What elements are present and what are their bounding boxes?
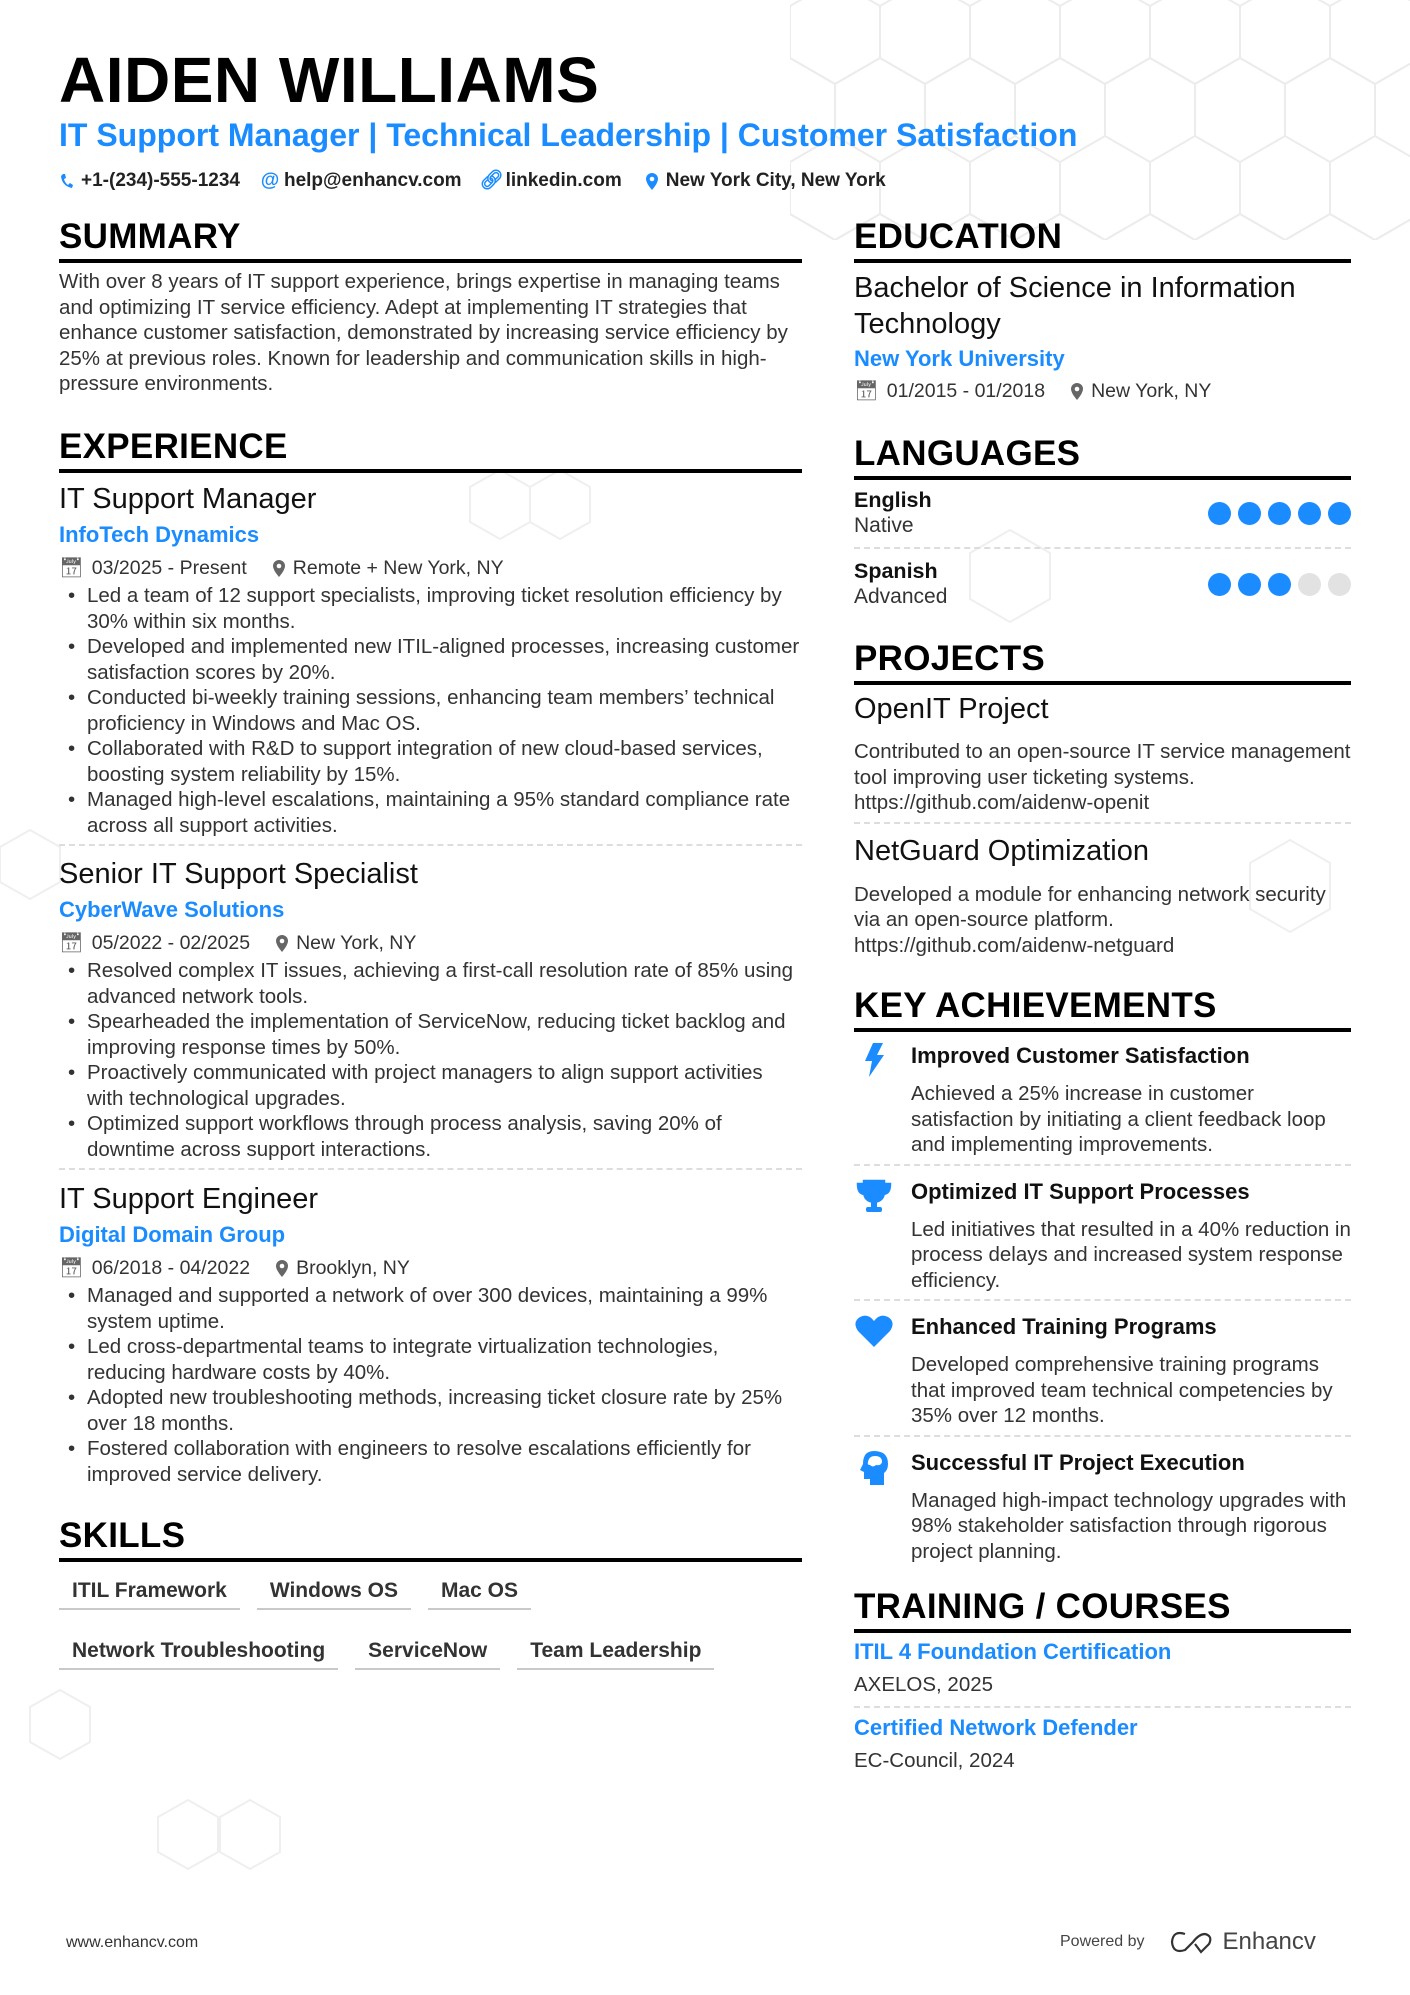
job-title: Senior IT Support Specialist <box>59 858 418 890</box>
section-heading: SKILLS <box>59 1516 802 1562</box>
language-item <box>854 549 1351 610</box>
project-description: Developed a module for enhancing network security via an open-source platform. https://github.com/aidenw-netguard <box>854 882 1326 957</box>
language-item <box>854 480 1351 549</box>
job-bullet: • Collaborated with R&D to support integration of new cloud-based services, boosting system reliability by 15%. <box>59 736 802 787</box>
company-name: Digital Domain Group <box>59 1222 286 1247</box>
section-heading: PROJECTS <box>854 639 1351 685</box>
rating-dot-filled <box>1208 573 1231 596</box>
phone-text: +1-(234)-555-1234 <box>81 170 240 191</box>
location-pin-icon <box>1071 383 1083 400</box>
job-dates: 06/2018 - 04/2022 <box>91 1257 251 1279</box>
language-rating <box>1208 502 1351 525</box>
achievement-title: Optimized IT Support Processes <box>911 1178 1250 1204</box>
calendar-icon: 📅︎ <box>854 380 879 402</box>
candidate-name: AIDEN WILLIAMS <box>59 44 600 116</box>
location-pin-icon <box>273 560 285 577</box>
job-dates: 03/2025 - Present <box>91 557 247 579</box>
job-location: Brooklyn, NY <box>296 1257 410 1279</box>
achievement-item <box>854 1032 1351 1166</box>
degree: Bachelor of Science in Information Technology <box>854 272 1296 340</box>
skill-tag: Team Leadership <box>517 1634 714 1670</box>
job-bullets <box>59 958 802 1170</box>
achievement-item <box>854 1437 1351 1571</box>
rating-dot-empty <box>1298 573 1321 596</box>
achievement-item <box>854 1166 1351 1302</box>
achievement-title: Improved Customer Satisfaction <box>911 1043 1250 1068</box>
course-provider: AXELOS, 2025 <box>854 1673 994 1696</box>
summary-section <box>59 217 802 397</box>
rating-dot-filled <box>1298 502 1321 525</box>
contact-linkedin[interactable] <box>479 168 622 194</box>
footer-powered <box>1060 1928 1316 1956</box>
education-location: New York, NY <box>1091 380 1212 402</box>
skill-tag: Network Troubleshooting <box>59 1634 338 1670</box>
heart-icon <box>854 1312 894 1429</box>
languages-section <box>854 434 1351 610</box>
skills-section <box>59 1516 802 1670</box>
trophy-icon <box>854 1177 894 1294</box>
skill-tag: Mac OS <box>428 1574 531 1610</box>
skills-row <box>59 1574 802 1610</box>
achievement-description: Led initiatives that resulted in a 40% reduction in process delays and increased system response efficiency. <box>911 1217 1351 1292</box>
phone-icon <box>59 172 75 190</box>
job-bullet: • Developed and implemented new ITIL-aligned processes, increasing customer satisfaction scores by 20%. <box>59 634 802 685</box>
enhancv-logo-icon <box>1169 1930 1215 1954</box>
location-pin-icon <box>276 935 288 952</box>
project-title: NetGuard Optimization <box>854 834 1149 867</box>
job-title: IT Support Engineer <box>59 1183 319 1215</box>
skill-tag: Windows OS <box>257 1574 411 1610</box>
achievement-description: Managed high-impact technology upgrades with 98% stakeholder satisfaction through rigorous project planning. <box>911 1488 1347 1563</box>
link-icon: 🔗︎ <box>479 170 504 191</box>
training-item <box>854 1633 1351 1708</box>
contact-email[interactable] <box>262 168 462 194</box>
achievement-title: Enhanced Training Programs <box>911 1314 1217 1339</box>
job-meta <box>59 928 802 958</box>
job-bullet: • Led a team of 12 support specialists, improving ticket resolution efficiency by 30% within six months. <box>59 583 802 634</box>
rating-dot-filled <box>1208 502 1231 525</box>
lightning-icon <box>854 1041 894 1158</box>
job-bullet: • Managed high-level escalations, maintaining a 95% standard compliance rate across all support activities. <box>59 787 802 838</box>
achievement-description: Achieved a 25% increase in customer satisfaction by initiating a client feedback loop and implementing improvements. <box>911 1082 1326 1156</box>
education-meta <box>854 376 1351 406</box>
job-bullet: • Resolved complex IT issues, achieving a first-call resolution rate of 85% using advanced network tools. <box>59 958 802 1009</box>
achievement-description: Developed comprehensive training programs that improved team technical competencies by 35% over 12 months. <box>911 1353 1333 1427</box>
contact-phone[interactable] <box>59 168 240 194</box>
rating-dot-empty <box>1328 573 1351 596</box>
language-level: Native <box>854 514 914 537</box>
brand-name: Enhancv <box>1222 1928 1316 1955</box>
project-item <box>854 685 1351 824</box>
candidate-headline: IT Support Manager | Technical Leadership | Customer Satisfaction <box>59 117 1078 153</box>
project-description: Contributed to an open-source IT service management tool improving user ticketing systems. https://github.com/aidenw-openit <box>854 740 1351 814</box>
job-meta <box>59 553 802 583</box>
job-location: Remote + New York, NY <box>292 557 504 579</box>
contact-location <box>644 168 886 194</box>
projects-section <box>854 639 1351 958</box>
job-entry <box>59 481 802 846</box>
school: New York University <box>854 346 1065 371</box>
language-name: Spanish <box>854 559 938 583</box>
language-rating <box>1208 573 1351 596</box>
project-title: OpenIT Project <box>854 693 1049 725</box>
section-heading: TRAINING / COURSES <box>854 1587 1351 1633</box>
education-section <box>854 217 1351 406</box>
enhancv-logo <box>1169 1928 1316 1956</box>
company-name: InfoTech Dynamics <box>59 522 260 547</box>
job-entry <box>59 856 802 1170</box>
location-pin-icon <box>644 172 660 190</box>
rating-dot-filled <box>1268 502 1291 525</box>
job-bullet: • Adopted new troubleshooting methods, increasing ticket closure rate by 25% over 18 months. <box>59 1385 802 1436</box>
job-bullets <box>59 583 802 846</box>
section-heading: EXPERIENCE <box>59 427 802 473</box>
location-pin-icon <box>276 1260 288 1277</box>
section-heading: LANGUAGES <box>854 434 1351 480</box>
language-name: English <box>854 488 932 512</box>
summary-text: With over 8 years of IT support experience, brings expertise in managing teams and optimizing IT service efficiency. Adept at implementing IT strategies that enhance customer satisfaction, demonstrated by increasing service efficiency by 25% at previous roles. Known for leadership and communication skills in high-pressure environments. <box>59 270 788 395</box>
training-item <box>854 1708 1351 1776</box>
rating-dot-filled <box>1328 502 1351 525</box>
job-title: IT Support Manager <box>59 483 317 515</box>
job-dates: 05/2022 - 02/2025 <box>91 932 251 954</box>
skill-tag: ServiceNow <box>355 1634 500 1670</box>
calendar-icon: 📅︎ <box>59 557 84 579</box>
course-title: Certified Network Defender <box>854 1715 1138 1740</box>
training-section <box>854 1587 1351 1776</box>
job-bullet: • Led cross-departmental teams to integrate virtualization technologies, reducing hardware costs by 40%. <box>59 1334 802 1385</box>
skills-row <box>59 1634 802 1670</box>
job-bullet: • Conducted bi-weekly training sessions, enhancing team members’ technical proficiency in Windows and Mac OS. <box>59 685 802 736</box>
job-bullet: • Optimized support workflows through process analysis, saving 20% of downtime across support interactions. <box>59 1111 802 1162</box>
calendar-icon: 📅︎ <box>59 1257 84 1279</box>
achievement-title: Successful IT Project Execution <box>911 1449 1245 1475</box>
course-provider: EC-Council, 2024 <box>854 1749 1015 1772</box>
calendar-icon: 📅︎ <box>59 932 84 954</box>
experience-heading-block <box>59 427 802 473</box>
rating-dot-filled <box>1268 573 1291 596</box>
email-text: help@enhancv.com <box>283 170 462 191</box>
job-bullets <box>59 1283 802 1487</box>
achievement-item <box>854 1301 1351 1437</box>
company-name: CyberWave Solutions <box>59 897 285 922</box>
location-text: New York City, New York <box>665 170 886 191</box>
job-entry <box>59 1181 802 1487</box>
course-title: ITIL 4 Foundation Certification <box>854 1639 1172 1664</box>
job-bullet: • Spearheaded the implementation of ServiceNow, reducing ticket backlog and improving response times by 50%. <box>59 1009 802 1060</box>
job-meta <box>59 1253 802 1283</box>
education-dates: 01/2015 - 01/2018 <box>886 380 1046 402</box>
section-heading: EDUCATION <box>854 217 1351 263</box>
job-bullet: • Proactively communicated with project managers to align support activities with technological upgrades. <box>59 1060 802 1111</box>
powered-by-text: Powered by <box>1060 1933 1145 1950</box>
brain-head-icon <box>854 1448 894 1565</box>
section-heading: SUMMARY <box>59 217 802 263</box>
project-item <box>854 824 1351 959</box>
job-bullet: • Fostered collaboration with engineers to resolve escalations efficiently for improved service delivery. <box>59 1436 802 1487</box>
at-icon: @ <box>260 170 280 191</box>
linkedin-text: linkedin.com <box>505 170 622 191</box>
achievements-section <box>854 986 1351 1570</box>
language-level: Advanced <box>854 585 948 608</box>
footer-website[interactable]: www.enhancv.com <box>66 1934 199 1951</box>
skill-tag: ITIL Framework <box>59 1574 240 1610</box>
rating-dot-filled <box>1238 573 1261 596</box>
job-bullet: • Managed and supported a network of over 300 devices, maintaining a 99% system uptime. <box>59 1283 802 1334</box>
rating-dot-filled <box>1238 502 1261 525</box>
section-heading: KEY ACHIEVEMENTS <box>854 986 1351 1032</box>
job-location: New York, NY <box>296 932 417 954</box>
contact-row <box>59 168 886 194</box>
